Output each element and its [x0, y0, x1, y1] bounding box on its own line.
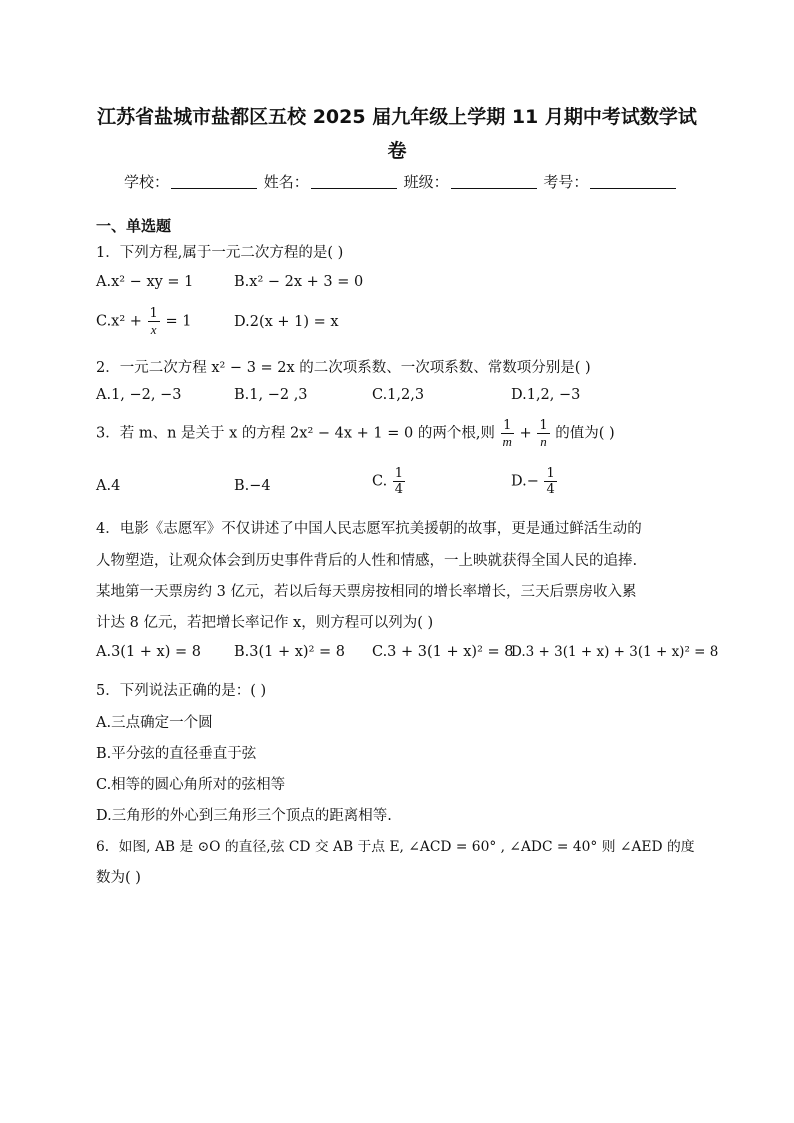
q3-option-d-fraction	[544, 466, 556, 497]
q5-option-b: B.平分弦的直径垂直于弦	[96, 746, 257, 762]
q3-option-d	[511, 466, 558, 497]
fraction-numerator: 1	[539, 418, 548, 433]
question-4-line-4: 计达 8 亿元，若把增长率记作 x，则方程可以列为( )	[96, 615, 434, 631]
fraction-denominator: 4	[546, 482, 555, 497]
q3-stem-part-a: 3．若 m、n 是关于 x 的方程 2x² − 4x + 1 = 0 的两个根,则	[96, 425, 495, 442]
q4-option-b: B.3(1 + x)² = 8	[234, 644, 345, 660]
exam-number-blank[interactable]	[590, 174, 676, 189]
q3-plus-sign: +	[519, 425, 532, 442]
name-label: 姓名：	[263, 173, 309, 191]
section-title: 一、单选题	[96, 217, 172, 235]
q3-fraction-2	[537, 418, 549, 449]
exam-number-label: 考号：	[543, 173, 589, 191]
class-label: 班级：	[403, 173, 449, 191]
fraction-numerator: 1	[501, 418, 514, 434]
q4-option-c: C.3 + 3(1 + x)² = 8	[372, 644, 514, 660]
class-blank[interactable]	[451, 174, 537, 189]
question-2-stem: 2．一元二次方程 x² − 3 = 2x 的二次项系数、一次项系数、常数项分别是( )	[96, 360, 591, 376]
q3-option-d-prefix: D.−	[511, 473, 539, 490]
q2-option-b: B.1, −2 ,3	[234, 387, 308, 403]
q2-option-c: C.1,2,3	[372, 387, 425, 403]
question-6-line-1: 6．如图, AB 是 ⊙O 的直径,弦 CD 交 AB 于点 E, ∠ACD = 60° , ∠ADC = 40° 则 ∠AED 的度	[96, 839, 695, 855]
q5-option-a: A.三点确定一个圆	[96, 715, 213, 731]
fraction-numerator: 1	[149, 306, 158, 321]
question-3-stem	[96, 418, 615, 449]
q5-option-d: D.三角形的外心到三角形三个顶点的距离相等.	[96, 808, 392, 824]
page-title: 江苏省盐城市盐都区五校 2025 届九年级上学期 11 月期中考试数学试	[97, 106, 697, 128]
q1-option-d: D.2(x + 1) = x	[234, 314, 339, 330]
q3-option-c-prefix: C.	[372, 473, 388, 490]
fraction-denominator: 4	[394, 482, 404, 497]
fraction-denominator: n	[540, 434, 547, 449]
q3-fraction-1	[501, 418, 514, 449]
q1-option-c-fraction	[148, 306, 160, 337]
question-4-line-3: 某地第一天票房约 3 亿元，若以后每天票房按相同的增长率增长，三天后票房收入累	[96, 584, 637, 600]
question-6-line-2: 数为( )	[96, 870, 141, 886]
q5-option-c: C.相等的圆心角所对的弦相等	[96, 777, 286, 793]
school-label: 学校：	[124, 173, 170, 191]
q1-option-c-suffix: = 1	[165, 313, 192, 330]
student-info-row	[124, 171, 678, 192]
q3-option-a: A.4	[96, 478, 121, 494]
question-4-line-2: 人物塑造，让观众体会到历史事件背后的人性和情感，一上映就获得全国人民的追捧.	[96, 553, 638, 569]
q3-option-c	[372, 466, 406, 497]
q3-option-c-fraction	[393, 466, 405, 497]
q1-option-b: B.x² − 2x + 3 = 0	[234, 274, 364, 290]
school-blank[interactable]	[171, 174, 257, 189]
fraction-numerator: 1	[546, 466, 555, 481]
fraction-denominator: x	[150, 322, 157, 337]
q1-option-c	[96, 306, 191, 337]
question-5-stem: 5．下列说法正确的是：( )	[96, 683, 267, 699]
q1-option-c-prefix: C.x² +	[96, 313, 142, 330]
q4-option-a: A.3(1 + x) = 8	[96, 644, 201, 660]
q3-stem-part-b: 的值为( )	[555, 425, 615, 442]
question-1-stem: 1．下列方程,属于一元二次方程的是( )	[96, 245, 344, 261]
q2-option-a: A.1, −2, −3	[96, 387, 182, 403]
q1-option-a: A.x² − xy = 1	[96, 274, 194, 290]
page-title-continued: 卷	[387, 140, 407, 162]
fraction-denominator: m	[502, 434, 512, 449]
q2-option-d: D.1,2, −3	[511, 387, 581, 403]
fraction-numerator: 1	[394, 466, 404, 481]
q4-option-d: D.3 + 3(1 + x) + 3(1 + x)² = 8	[511, 644, 719, 660]
name-blank[interactable]	[311, 174, 397, 189]
q3-option-b: B.−4	[234, 478, 271, 494]
question-4-line-1: 4．电影《志愿军》不仅讲述了中国人民志愿军抗美援朝的故事，更是通过鲜活生动的	[96, 521, 642, 537]
